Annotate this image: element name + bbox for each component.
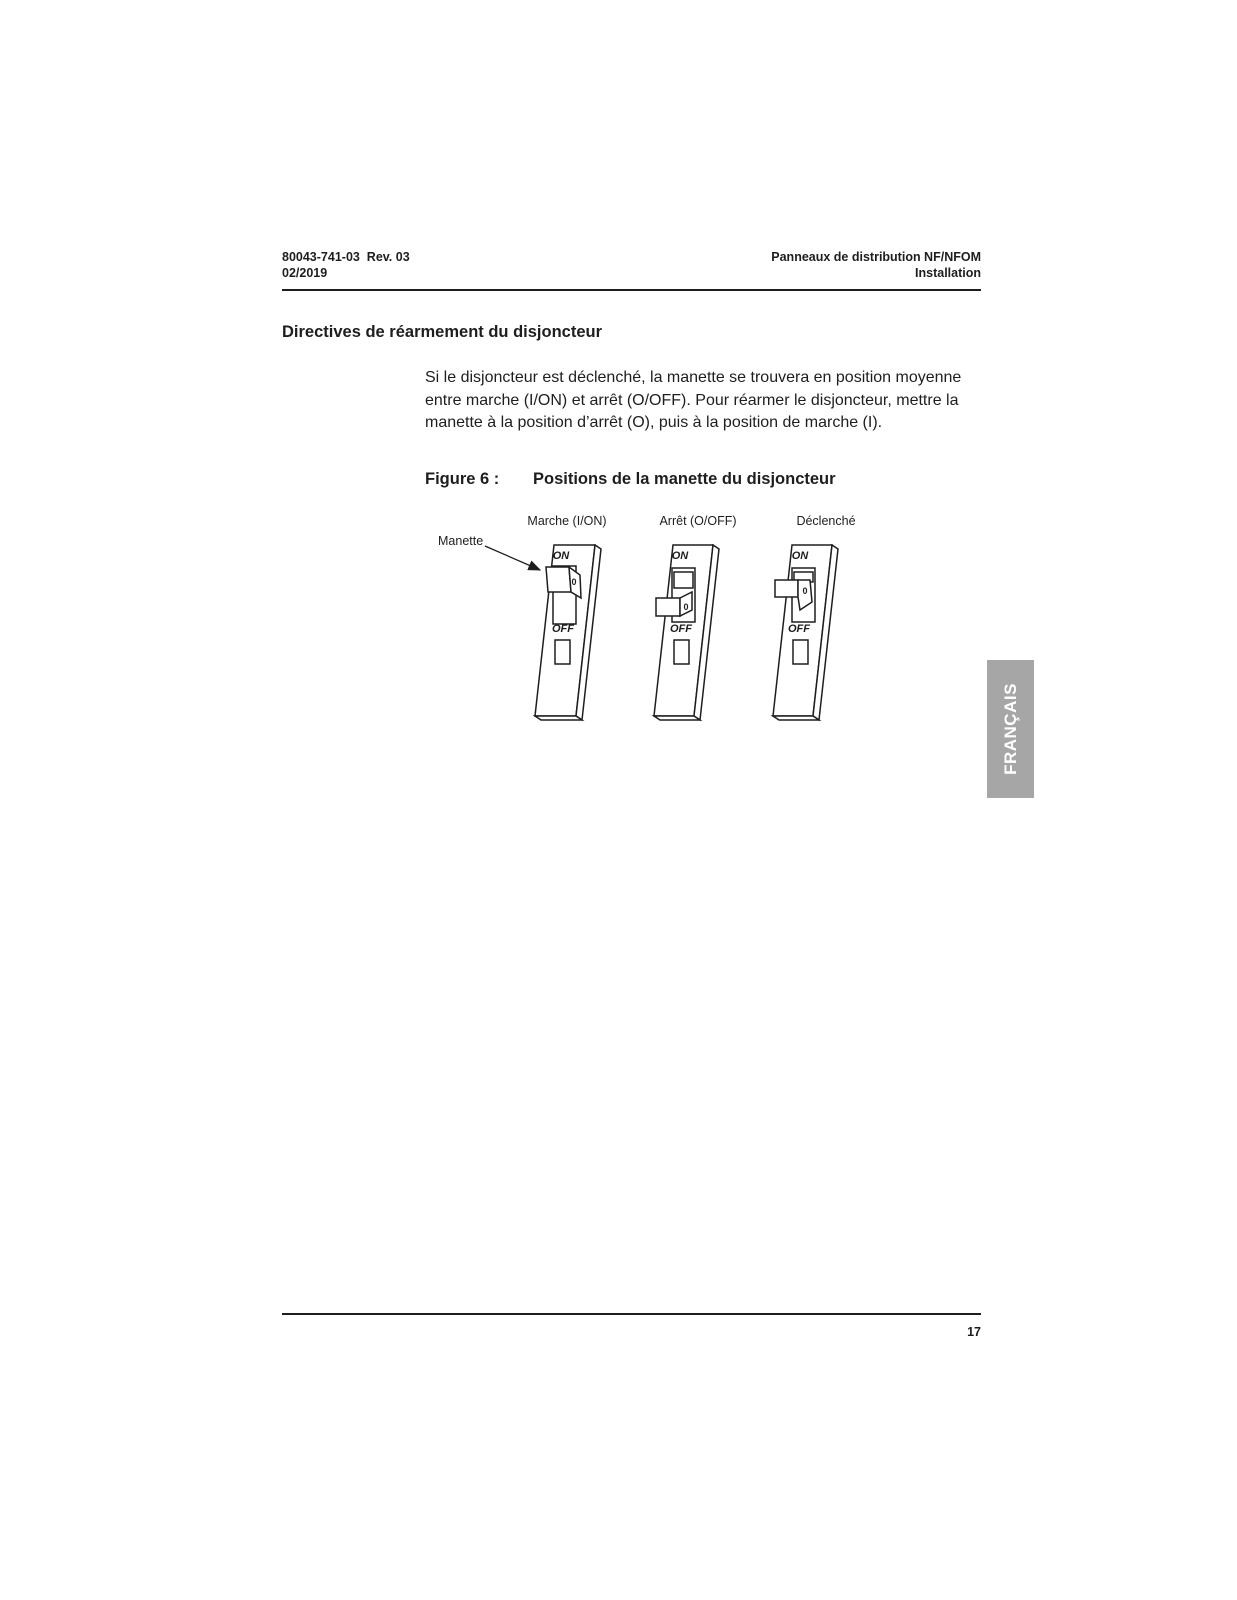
language-tab <box>987 660 1034 798</box>
pointer-arrow <box>485 546 540 570</box>
breaker-illustration <box>430 510 870 725</box>
off-text: OFF <box>788 623 810 635</box>
position-marker: 0 <box>802 586 808 596</box>
section-paragraph: Si le disjoncteur est déclenché, la manette se trouvera en position moyenne entre marche (I/ON) et arrêt (O/OFF). Pour réarmer le disjoncteur, mettre la manette à la position d’arrêt (O), puis à la position de marche (I). <box>425 369 962 431</box>
pointer-label: Manette <box>438 534 484 548</box>
doc-date: 02/2019 <box>282 266 328 280</box>
position-marker: 0 <box>571 577 577 587</box>
breaker-label-on: Marche (I/ON) <box>527 514 607 528</box>
position-marker: 0 <box>683 602 689 612</box>
header-left <box>282 249 410 281</box>
doc-title: Panneaux de distribution NF/NFOM <box>771 250 981 264</box>
breaker-figure <box>430 510 870 730</box>
figure-caption-text: Positions de la manette du disjoncteur <box>533 470 836 488</box>
figure-number: Figure 6 : <box>425 470 500 488</box>
breaker-label-off: Arrêt (O/OFF) <box>659 514 737 528</box>
doc-number: 80043-741-03 Rev. 03 <box>282 250 410 264</box>
page-number: 17 <box>967 1325 981 1339</box>
on-text: ON <box>552 550 570 562</box>
off-text: OFF <box>670 623 692 635</box>
doc-subtitle: Installation <box>915 266 981 280</box>
footer-divider <box>282 1313 981 1315</box>
off-text: OFF <box>552 623 574 635</box>
breaker-label-tripped: Déclenché <box>796 514 856 528</box>
breaker-off <box>654 545 719 720</box>
figure-caption <box>425 470 836 489</box>
on-text: ON <box>671 550 689 562</box>
breaker-tripped <box>773 545 838 720</box>
section-title: Directives de réarmement du disjoncteur <box>282 323 603 341</box>
language-tab-label: FRANÇAIS <box>1000 683 1020 775</box>
header-divider <box>282 289 981 291</box>
on-text: ON <box>791 550 809 562</box>
breaker-on <box>535 545 601 720</box>
header-right <box>771 249 981 281</box>
